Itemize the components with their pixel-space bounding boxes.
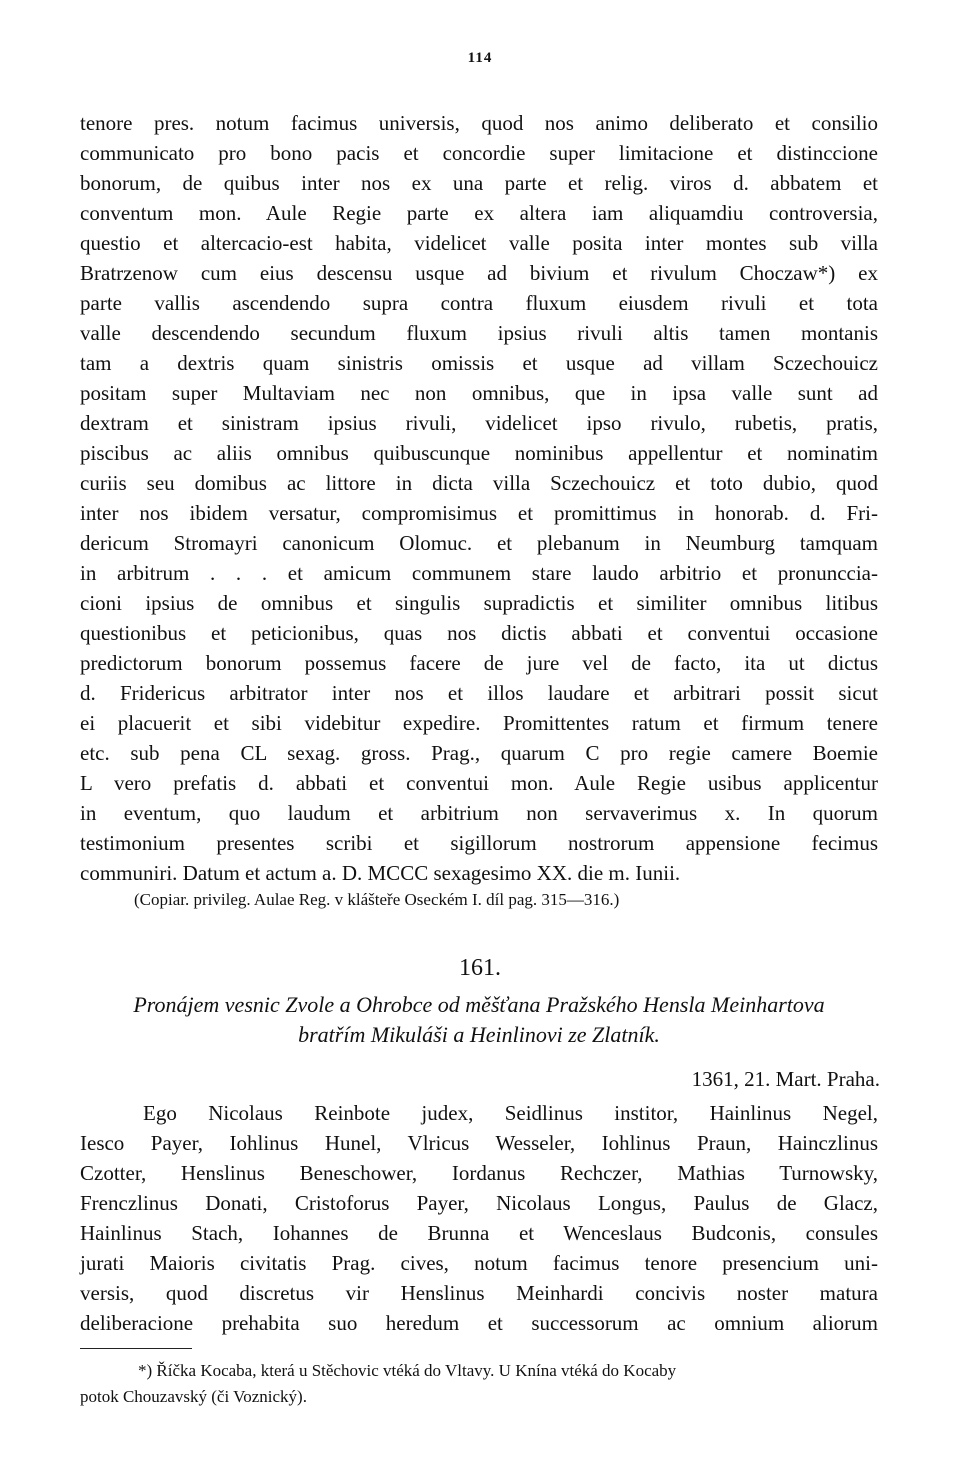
body-line: curiis seu domibus ac littore in dicta villa Sczechouicz et toto dubio, quod (80, 471, 878, 495)
body-line: d. Fridericus arbitrator inter nos et illos laudare et arbitrari possit sicut (80, 681, 878, 705)
footnote-line: *) Říčka Kocaba, která u Stěchovic vtéká do Vltavy. U Knína vtéká do Kocaby (138, 1361, 677, 1380)
body-line: bonorum, de quibus inter nos ex una parte et relig. viros d. abbatem et (80, 171, 878, 195)
body-line: testimonium presentes scribi et sigillorum nostrorum appensione fecimus (80, 831, 878, 855)
page-number: 114 (467, 50, 493, 66)
body-line: in arbitrum . . . et amicum communem stare laudo arbitrio et pronunccia- (80, 561, 878, 585)
body-line: tam a dextris quam sinistris omissis et usque ad villam Sczechouicz (80, 351, 878, 375)
body-line: piscibus ac aliis omnibus quibuscunque nominibus appellentur et nominatim (80, 441, 878, 465)
body-line: Ego Nicolaus Reinbote judex, Seidlinus institor, Hainlinus Negel, (143, 1101, 878, 1125)
footnote-line: potok Chouzavský (či Voznický). (80, 1387, 307, 1406)
body-line: deliberacione prehabita suo heredum et successorum ac omnium aliorum (80, 1311, 878, 1335)
body-line: questionibus et peticionibus, quas nos dictis abbati et conventui occasione (80, 621, 878, 645)
body-line: predictorum bonorum possemus facere de jure vel de facto, ita ut dictus (80, 651, 878, 675)
body-line: positam super Multaviam nec non omnibus, que in ipsa valle sunt ad (80, 381, 878, 405)
body-line: communicato pro bono pacis et concordie super limitacione et distinccione (80, 141, 878, 165)
document-number: 161. (459, 955, 501, 981)
dateline: 1361, 21. Mart. Praha. (691, 1067, 880, 1091)
body-line: Czotter, Henslinus Beneschower, Iordanus Rechczer, Mathias Turnowsky, (80, 1161, 878, 1185)
body-line: dextram et sinistram ipsius rivuli, videlicet ipso rivulo, rubetis, pratis, (80, 411, 878, 435)
source-citation: (Copiar. privileg. Aulae Reg. v klášteře Oseckém I. díl pag. 315—316.) (134, 890, 620, 909)
body-line: tenore pres. notum facimus universis, quod nos animo deliberato et consilio (80, 111, 878, 135)
body-line: Frenczlinus Donati, Cristoforus Payer, Nicolaus Longus, Paulus de Glacz, (80, 1191, 878, 1215)
heading-line: bratřím Mikuláši a Heinlinovi ze Zlatník. (298, 1022, 660, 1047)
body-line: in eventum, quo laudum et arbitrium non servaverimus x. In quorum (80, 801, 878, 825)
body-line: Iesco Payer, Iohlinus Hunel, Vlricus Wesseler, Iohlinus Praun, Hainczlinus (80, 1131, 878, 1155)
body-line: conventum mon. Aule Regie parte ex altera iam aliquamdiu controversia, (80, 201, 878, 225)
body-line: communiri. Datum et actum a. D. MCCC sexagesimo XX. die m. Iunii. (80, 861, 681, 885)
heading-line: Pronájem vesnic Zvole a Ohrobce od měšťana Pražského Hensla Meinhartova (133, 992, 825, 1017)
body-line: ei placuerit et sibi videbitur expedire. Promittentes ratum et firmum tenere (80, 711, 878, 735)
body-line: dericum Stromayri canonicum Olomuc. et plebanum in Neumburg tamquam (80, 531, 878, 555)
body-line: Bratrzenow cum eius descensu usque ad bivium et rivulum Choczaw*) ex (80, 261, 878, 285)
body-line: versis, quod discretus vir Henslinus Meinhardi concivis noster matura (80, 1281, 878, 1305)
body-line: questio et altercacio-est habita, videlicet valle posita inter montes sub villa (80, 231, 878, 255)
body-line: valle descendendo secundum fluxum ipsius rivuli altis tamen montanis (80, 321, 878, 345)
body-line: Hainlinus Stach, Iohannes de Brunna et Wenceslaus Budconis, consules (80, 1221, 878, 1245)
body-line: L vero prefatis d. abbati et conventui mon. Aule Regie usibus applicentur (80, 771, 878, 795)
body-line: parte vallis ascendendo supra contra fluxum eiusdem rivuli et tota (80, 291, 878, 315)
footnote-divider (80, 1348, 192, 1349)
body-line: etc. sub pena CL sexag. gross. Prag., quarum C pro regie camere Boemie (80, 741, 878, 765)
body-line: inter nos ibidem versatur, compromisimus et promittimus in honorab. d. Fri- (80, 501, 878, 525)
body-line: jurati Maioris civitatis Prag. cives, notum facimus tenore presencium uni- (80, 1251, 878, 1275)
body-line: cioni ipsius de omnibus et singulis supradictis et similiter omnibus litibus (80, 591, 878, 615)
